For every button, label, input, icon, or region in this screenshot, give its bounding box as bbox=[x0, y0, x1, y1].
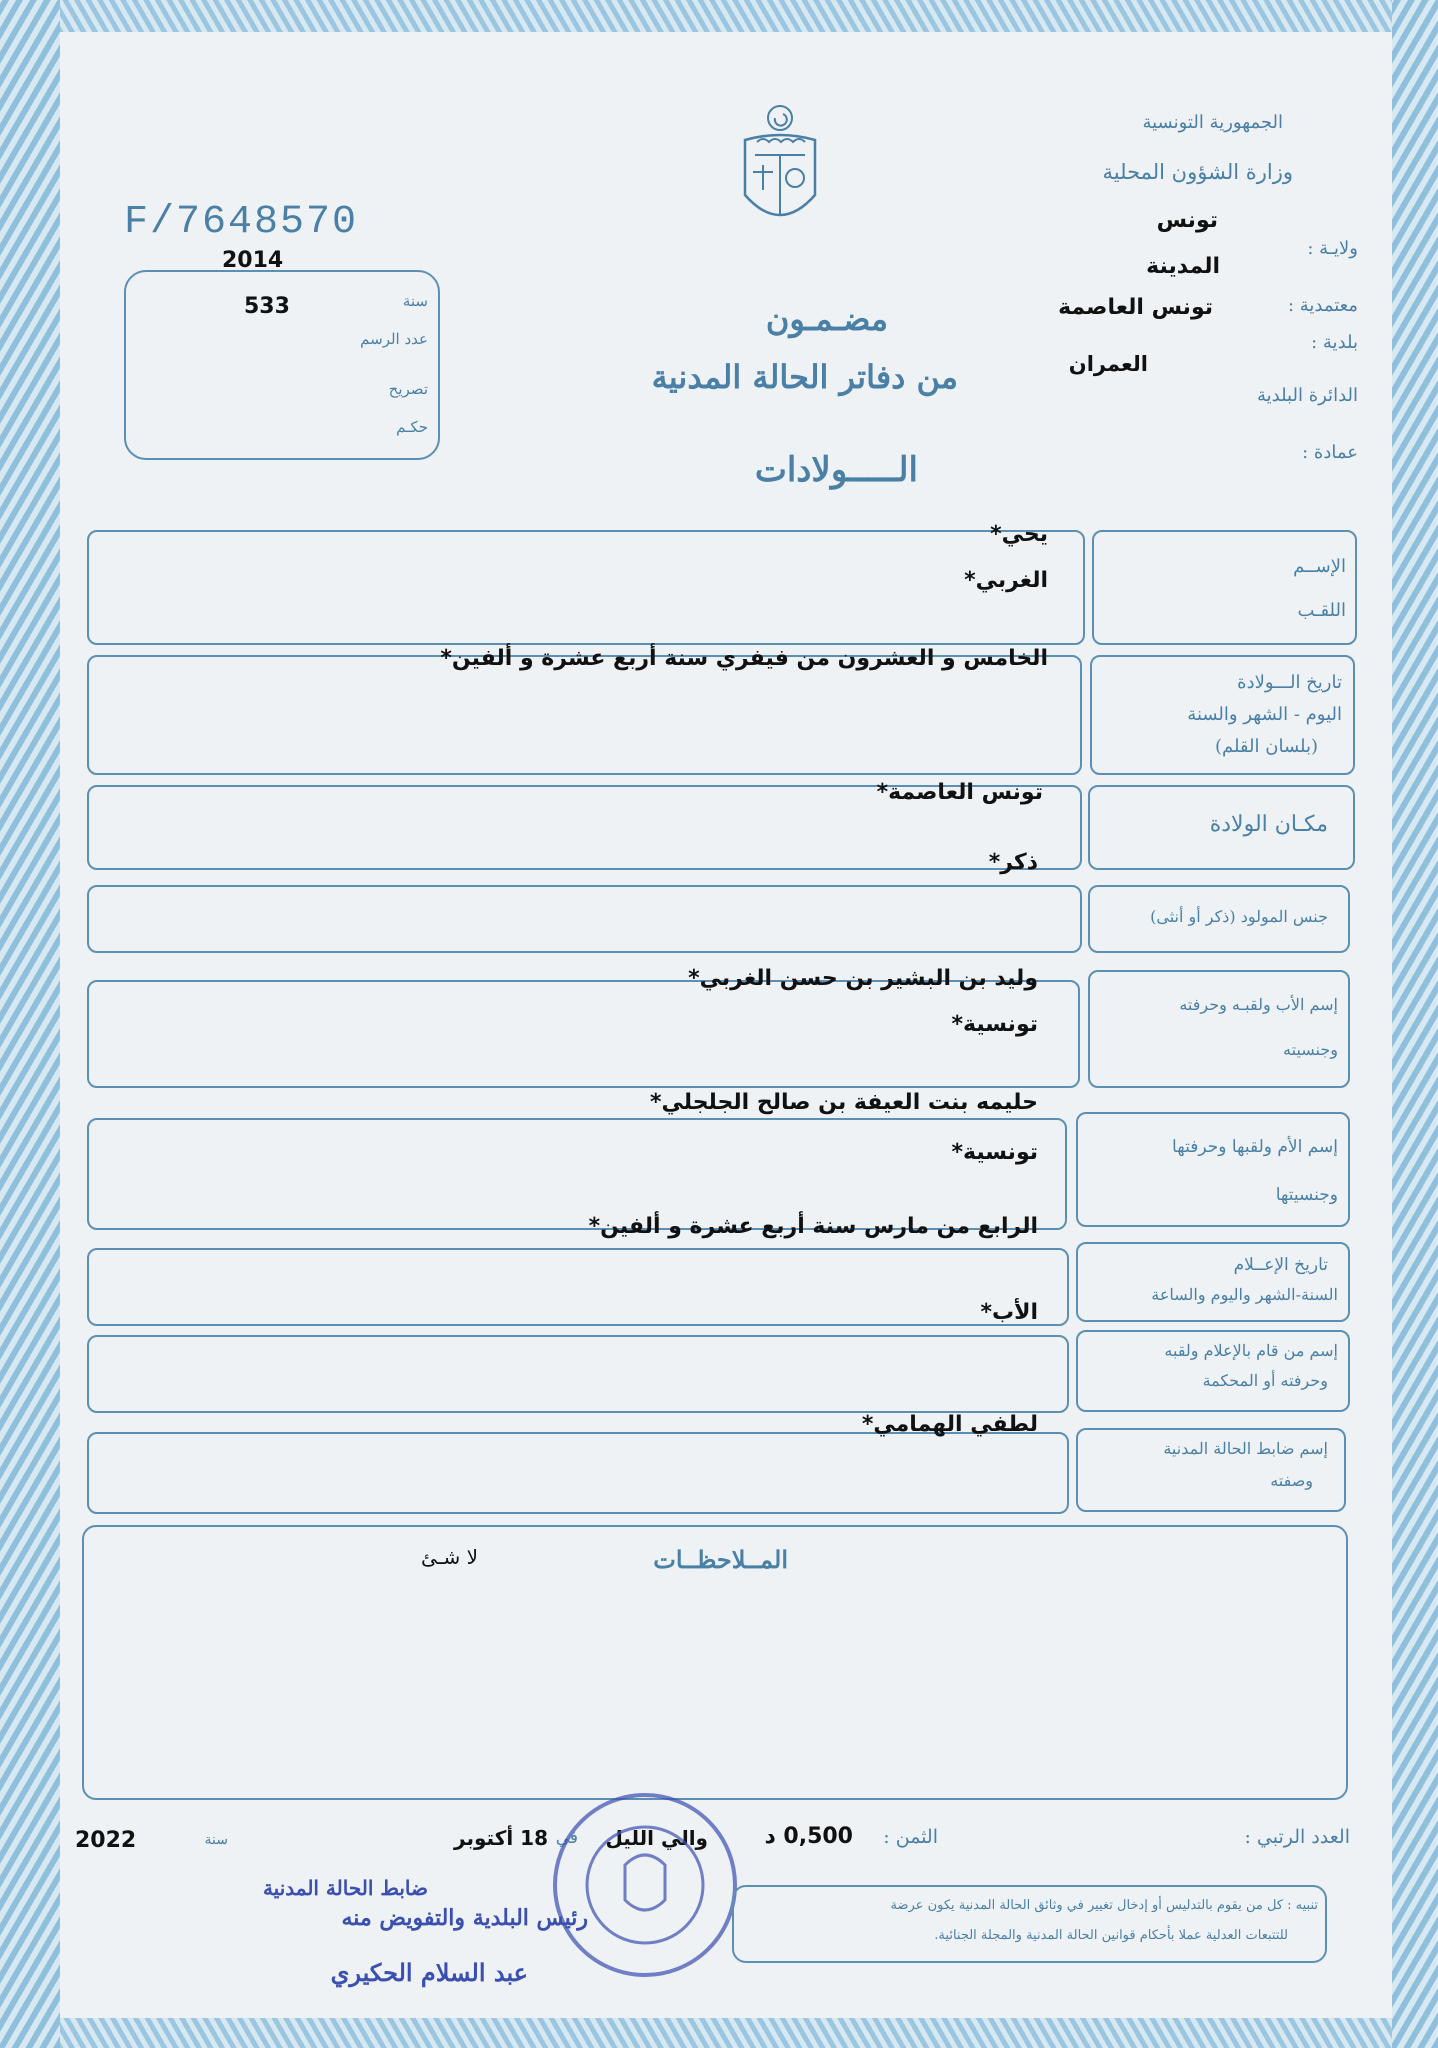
warning-line2: للتتبعات العدلية عملا بأحكام قوانين الحالة المدنية والمجلة الجنائية. bbox=[934, 1928, 1288, 1943]
row-birthdate-label2: اليوم - الشهر والسنة bbox=[1187, 704, 1342, 725]
row-declaration-date-value-box bbox=[87, 1248, 1069, 1326]
register-year-label: سنة bbox=[402, 292, 428, 310]
title-line3: الـــــولادات bbox=[754, 450, 918, 490]
officer-name: عبد السلام الحكيري bbox=[330, 1958, 528, 1987]
warning-box bbox=[732, 1885, 1327, 1963]
register-number-value: 533 bbox=[244, 294, 290, 319]
guilloche-border-right bbox=[1392, 0, 1438, 2048]
row-surname-value: الغربي* bbox=[964, 568, 1048, 593]
row-declarant-label: إسم من قام بالإعلام ولقبه bbox=[1164, 1341, 1338, 1360]
officer-title2: رئيس البلدية والتفويض منه bbox=[341, 1905, 588, 1931]
row-officer-value: لطفي الهمامي* bbox=[861, 1412, 1038, 1437]
ministry-name: وزارة الشؤون المحلية bbox=[1102, 160, 1293, 184]
district-label: الدائرة البلدية bbox=[1256, 385, 1358, 406]
delegation-label: معتمدية : bbox=[1287, 295, 1358, 316]
row-birthdate-value: الخامس و العشرون من فيفري سنة أربع عشرة و ألفين* bbox=[440, 646, 1048, 671]
row-surname-label: اللقـب bbox=[1297, 600, 1346, 621]
footer-date-value: 18 أكتوبر bbox=[454, 1826, 548, 1850]
footer-price-value: 0,500 د bbox=[764, 1824, 853, 1849]
officer-title: ضابط الحالة المدنية bbox=[262, 1876, 428, 1900]
row-declarant-label2: وحرفته أو المحكمة bbox=[1202, 1371, 1328, 1390]
remarks-value: لا شـئ bbox=[420, 1545, 478, 1569]
row-birthdate-label: تاريخ الـــولادة bbox=[1237, 672, 1342, 693]
republic-name: الجمهورية التونسية bbox=[1142, 112, 1283, 133]
register-judgment-label: حكـم bbox=[396, 418, 428, 436]
row-mother-label2: وجنسيتها bbox=[1275, 1185, 1338, 1205]
guilloche-border-bottom bbox=[0, 2018, 1438, 2048]
row-birthplace-value: تونس العاصمة* bbox=[876, 780, 1043, 805]
footer-number-label: العدد الرتبي : bbox=[1244, 1826, 1350, 1848]
row-name-value: يحي* bbox=[990, 522, 1048, 547]
coat-of-arms-icon bbox=[735, 100, 825, 240]
serial-number: F/7648570 bbox=[124, 200, 359, 245]
row-officer-value-box bbox=[87, 1432, 1069, 1514]
footer-day-prefix: في bbox=[555, 1828, 578, 1848]
footer-price-label: الثمن : bbox=[883, 1826, 938, 1848]
title-line1: مضـمـون bbox=[765, 300, 888, 338]
warning-line1: تنبيه : كل من يقوم بالتدليس أو إدخال تغيير في وثائق الحالة المدنية يكون عرضة bbox=[890, 1898, 1318, 1913]
row-birthdate-label3: (بلسان القلم) bbox=[1214, 736, 1318, 757]
row-declaration-date-value: الرابع من مارس سنة أربع عشرة و ألفين* bbox=[588, 1214, 1038, 1239]
row-declarant-value: الأب* bbox=[980, 1300, 1038, 1325]
row-officer-label2: وصفته bbox=[1270, 1471, 1313, 1490]
guilloche-border-left bbox=[0, 0, 60, 2048]
row-father-label2: وجنسيته bbox=[1283, 1040, 1338, 1059]
row-birthplace-label: مكـان الولادة bbox=[1209, 812, 1328, 837]
row-declarant-value-box bbox=[87, 1335, 1069, 1413]
row-gender-value: ذكر* bbox=[988, 850, 1038, 875]
footer-time-value: والي الليل bbox=[605, 1826, 708, 1850]
municipality-value: تونس العاصمة bbox=[1058, 295, 1213, 320]
row-gender-label: جنس المولود (ذكر أو أنثى) bbox=[1150, 907, 1328, 926]
row-birthdate-value-box bbox=[87, 655, 1082, 775]
register-number-label: عدد الرسم bbox=[360, 330, 428, 348]
footer-year-value: 2022 bbox=[75, 1828, 137, 1853]
footer-year-label: سنة bbox=[204, 1832, 228, 1848]
remarks-label: المــلاحظــات bbox=[653, 1545, 788, 1574]
state-value: تونس bbox=[1156, 208, 1218, 233]
row-name-value-box bbox=[87, 530, 1085, 645]
guilloche-border-top bbox=[0, 0, 1438, 32]
row-name-label-box bbox=[1092, 530, 1357, 645]
row-officer-label: إسم ضابط الحالة المدنية bbox=[1163, 1439, 1328, 1458]
row-gender-value-box bbox=[87, 885, 1082, 953]
row-declaration-date-label2: السنة-الشهر واليوم والساعة bbox=[1151, 1285, 1338, 1304]
row-name-label: الإســم bbox=[1293, 556, 1346, 577]
row-father-value: وليد بن البشير بن حسن الغربي* bbox=[688, 966, 1038, 991]
register-declaration-label: تصريح bbox=[388, 380, 428, 398]
official-stamp-icon bbox=[545, 1785, 745, 1985]
district-value: العمران bbox=[1068, 352, 1148, 376]
delegation-value: المدينة bbox=[1146, 254, 1220, 279]
row-mother-label: إسم الأم ولقبها وحرفتها bbox=[1172, 1137, 1338, 1157]
municipality-label: بلدية : bbox=[1311, 332, 1358, 353]
row-father-value-box bbox=[87, 980, 1080, 1088]
title-line2: من دفاتر الحالة المدنية bbox=[651, 358, 958, 396]
row-declaration-date-label: تاريخ الإعــلام bbox=[1233, 1255, 1328, 1275]
row-mother-value: حليمه بنت العيفة بن صالح الجلجلي* bbox=[649, 1090, 1038, 1115]
imada-label: عمادة : bbox=[1302, 442, 1358, 463]
row-father-nationality: تونسية* bbox=[951, 1012, 1038, 1037]
state-label: ولايـة : bbox=[1307, 238, 1358, 259]
row-father-label-box bbox=[1088, 970, 1350, 1088]
row-mother-nationality: تونسية* bbox=[951, 1140, 1038, 1165]
row-father-label: إسم الأب ولقبـه وحرفته bbox=[1179, 995, 1338, 1014]
register-year-value: 2014 bbox=[222, 248, 284, 273]
